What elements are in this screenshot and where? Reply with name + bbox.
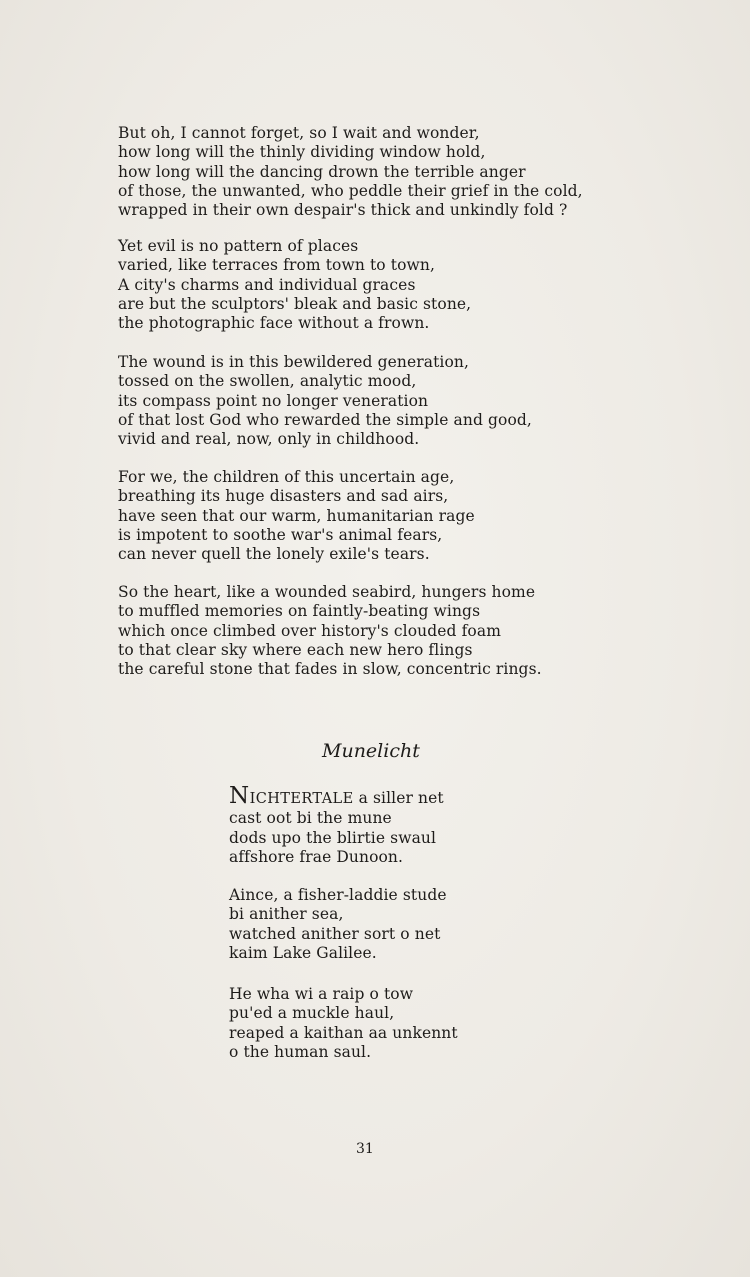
drop-cap: N (229, 783, 250, 809)
page-number: 31 (356, 1141, 374, 1157)
poem-line: o the human saul. (229, 1042, 372, 1061)
poem-line: pu'ed a muckle haul, (229, 1004, 395, 1023)
poem-line: affshore frae Dunoon. (229, 847, 404, 866)
poem-line: kaim Lake Galilee. (229, 943, 377, 962)
poem-line: are but the sculptors' bleak and basic stone, (118, 294, 472, 313)
small-caps-word: ICHTERTALE (249, 791, 354, 807)
poem-line: the photographic face without a frown. (118, 314, 430, 333)
poem-line: how long will the dancing drown the terrible anger (118, 162, 526, 181)
poem-line: which once climbed over history's clouded foam (118, 621, 501, 640)
poem-line: of that lost God who rewarded the simple and good, (118, 410, 532, 429)
poem-line: to muffled memories on faintly-beating wings (118, 602, 481, 621)
poem-line: For we, the children of this uncertain age, (118, 468, 455, 486)
poem-line: cast oot bi the mune (229, 809, 392, 828)
munelicht-stanza-3 (229, 985, 458, 1062)
poem-line: vivid and real, now, only in childhood. (118, 430, 420, 449)
poem-line: how long will the thinly dividing window hold, (118, 143, 486, 162)
first-line-rest: a siller net (353, 789, 444, 807)
munelicht-stanza-1 (229, 783, 444, 867)
poem-line: Aince, a fisher-laddie stude (229, 886, 447, 904)
poem-line: its compass point no longer veneration (118, 391, 429, 410)
poem-line: A city's charms and individual graces (118, 275, 416, 294)
poem-line: He wha wi a raip o tow (229, 985, 414, 1003)
poem-line: Yet evil is no pattern of places (118, 237, 359, 255)
poem-line: of those, the unwanted, who peddle their grief in the cold, (118, 181, 583, 200)
stanza-5 (118, 583, 542, 679)
poem-line: is impotent to soothe war's animal fears, (118, 525, 443, 544)
stanza-4 (118, 468, 475, 564)
stanza-1 (118, 124, 583, 220)
poem-line: dods upo the blirtie swaul (229, 828, 437, 847)
poem-line: can never quell the lonely exile's tears. (118, 545, 430, 564)
poem-line: But oh, I cannot forget, so I wait and wonder, (118, 124, 480, 142)
stanza-3 (118, 353, 532, 449)
poem-line: tossed on the swollen, analytic mood, (118, 372, 417, 391)
poem-line: varied, like terraces from town to town, (118, 256, 435, 275)
poem-line: reaped a kaithan aa unkennt (229, 1023, 458, 1042)
poem-line: to that clear sky where each new hero flings (118, 640, 473, 659)
poem-line: the careful stone that fades in slow, concentric rings. (118, 660, 542, 679)
poem-line: breathing its huge disasters and sad airs, (118, 487, 449, 506)
poem-line: So the heart, like a wounded seabird, hungers home (118, 583, 536, 601)
stanza-2 (118, 237, 471, 333)
poem-first-line (229, 783, 444, 809)
poem-line: wrapped in their own despair's thick and unkindly fold ? (118, 201, 568, 220)
poem-line: watched anither sort o net (229, 924, 441, 943)
munelicht-stanza-2 (229, 886, 447, 963)
poem-line: The wound is in this bewildered generation, (118, 353, 470, 371)
poem-line: have seen that our warm, humanitarian rage (118, 506, 475, 525)
poem-line: bi anither sea, (229, 905, 344, 924)
poem-title: Munelicht (322, 740, 420, 762)
